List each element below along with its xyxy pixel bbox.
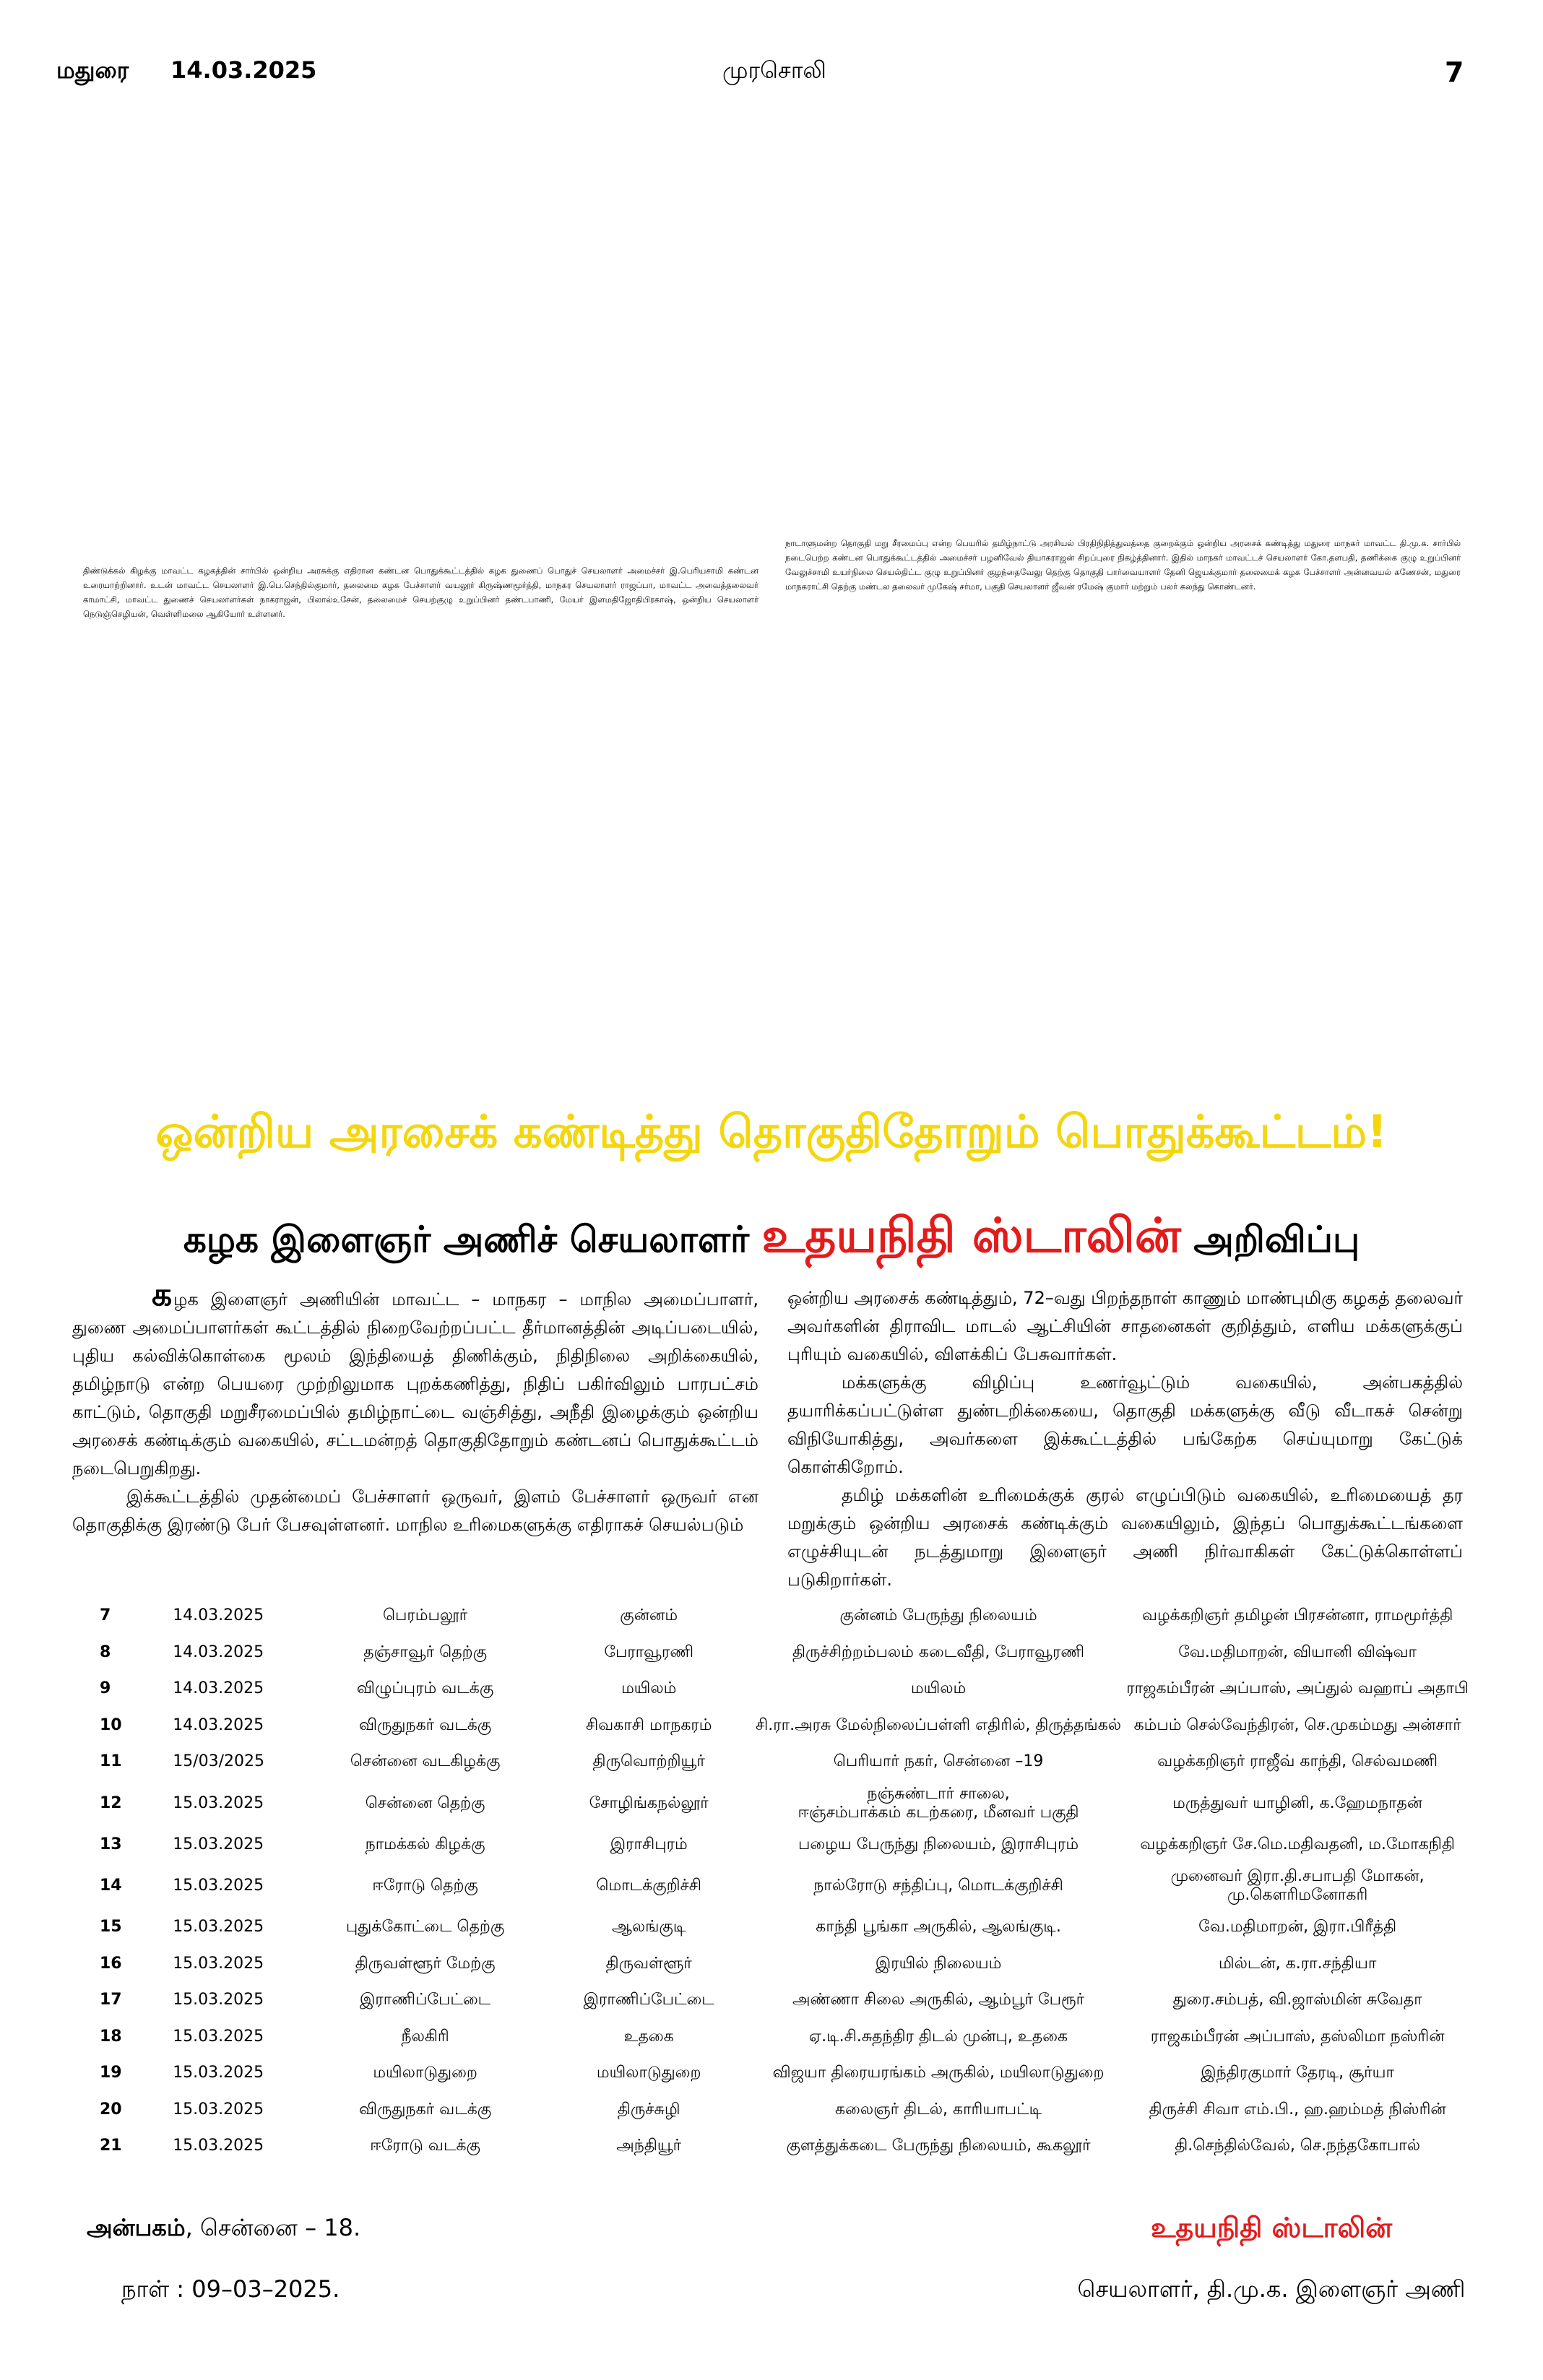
table-row	[72, 1909, 1474, 1946]
table-row	[72, 1635, 1474, 1671]
table-row	[72, 2128, 1474, 2165]
row-constituency: இராணிப்பேட்டை	[583, 1991, 714, 2009]
row-venue: சி.ரா.அரசு மேல்நிலைப்பள்ளி எதிரில், திருத்தங்கல்	[756, 1715, 1122, 1734]
row-number: 11	[100, 1752, 122, 1771]
row-district: பெரம்பலூர்	[382, 1606, 468, 1625]
row-venue: ஏ.டி.சி.சுதந்திர திடல் முன்பு, உதகை	[808, 2027, 1068, 2046]
row-speakers: வழக்கறிஞர் ராஜீவ் காந்தி, செல்வமணி	[1157, 1752, 1438, 1771]
row-district: மயிலாடுதுறை	[373, 2064, 477, 2082]
table-row	[72, 2055, 1474, 2092]
table-row	[72, 1708, 1474, 1744]
row-number: 15	[100, 1918, 122, 1937]
row-constituency: திருச்சுழி	[617, 2100, 680, 2119]
row-venue: பெரியார் நகர், சென்னை –19	[833, 1752, 1044, 1771]
row-constituency: சிவகாசி மாநகரம்	[585, 1715, 712, 1734]
table-row	[72, 2092, 1474, 2129]
row-date: 15/03/2025	[173, 1752, 264, 1771]
row-constituency: பேராவூரணி	[604, 1643, 694, 1661]
row-venue: இரயில் நிலையம்	[875, 1954, 1002, 1973]
row-district: விழுப்புரம் வடக்கு	[356, 1679, 494, 1698]
row-venue: குன்னம் பேருந்து நிலையம்	[839, 1606, 1037, 1625]
row-number: 19	[100, 2064, 122, 2082]
row-constituency: மயிலம்	[621, 1679, 677, 1698]
photo-caption-right: நாடாளுமன்ற தொகுதி மறு சீரமைப்பு என்ற பெயரில் தமிழ்நாட்டு அரசியல் பிரதிநிதித்துவத்தை குறைக்கும் ஒன்றிய அரசைக் கண்டித்து மதுரை மாநகர் மாவட்ட தி.மு.க. சார்பில் நடைபெற்ற கண்டன பொதுக்கூட்டத்தில் அமைச்சர் பழனிவேல் தியாகராஜன் சிறப்புரை நிகழ்த்தினார். இதில் மாநகர் மாவட்டச் செயலாளர் கோ.தளபதி, தணிக்கை குழு உறுப்பினர் வேலுச்சாமி உயர்நிலை செயல்திட்ட குழு உறுப்பினர் குழந்தைவேலு தெற்கு தொகுதி பார்வையாளர் தேனி ஜெயக்குமார் தலைமைக் கழக பேச்சாளர் அன்னவயல் கணேசன், மதுரை மாநகராட்சி தெற்கு மண்டல தலைவர் முகேஷ் சர்மா, பகுதி செயலாளர் ஜீவன் ரமேஷ் குமார் மற்றும் பலர் கலந்து கொண்டனர்.	[785, 538, 1461, 592]
row-constituency: உதகை	[623, 2027, 674, 2046]
subheadline-prefix: கழக இளைஞர் அணிச் செயலாளர்	[183, 1219, 750, 1260]
row-speakers: ராஜகம்பீரன் அப்பாஸ், தஸ்லிமா நஸ்ரின்	[1150, 2027, 1445, 2046]
subheadline-name: உதயநிதி ஸ்டாலின்	[761, 1208, 1181, 1263]
row-number: 8	[100, 1643, 111, 1661]
row-constituency: மொடக்குறிச்சி	[596, 1877, 702, 1895]
row-district: விருதுநகர் வடக்கு	[359, 1715, 492, 1734]
table-row	[72, 1827, 1474, 1864]
paragraph-2: இக்கூட்டத்தில் முதன்மைப் பேச்சாளர் ஒருவர், இளம் பேச்சாளர் ஒருவர் என தொகுதிக்கு இரண்டு பேர் பேசவுள்ளனர். மாநில உரிமைகளுக்கு எதிராகச் செயல்படும்	[72, 1487, 759, 1535]
row-speakers: வே.மதிமாறன், வியானி விஷ்வா	[1178, 1643, 1417, 1661]
row-district: விருதுநகர் வடக்கு	[359, 2100, 492, 2119]
table-row	[72, 1780, 1474, 1827]
row-date: 15.03.2025	[173, 2100, 264, 2119]
footer-place-name: அன்பகம்	[87, 2214, 186, 2241]
row-date: 15.03.2025	[173, 2064, 264, 2082]
paragraph-4: மக்களுக்கு விழிப்பு உணர்வூட்டும் வகையில், அன்பகத்தில் தயாரிக்கப்பட்டுள்ள துண்டறிக்கையை, தொகுதி மக்களுக்கு வீடு வீடாகச் சென்று விநியோகித்து, அவர்களை இக்கூட்டத்தில் பங்கேற்க செய்யுமாறு கேட்டுக் கொள்கிறோம்.	[787, 1372, 1463, 1477]
photo-caption-left: திண்டுக்கல் கிழக்கு மாவட்ட கழகத்தின் சார்பில் ஒன்றிய அரசுக்கு எதிரான கண்டன பொதுக்கூட்டத்தில் கழக துணைப் பொதுச் செயலாளர் அமைச்சர் இ.பெரியசாமி கண்டன உரையாற்றினார். உடன் மாவட்ட செயலாளர் இ.பெ.செந்தில்குமார், தலைமை கழக பேச்சாளர் வயலூர் கிருஷ்ணமூர்த்தி, மாநகர செயலாளர் ராஜப்பா, மாவட்ட அவைத்தலைவர் காமாட்சி, மாவட்ட துணைச் செயலாளர்கள் நாகராஜன், பிலால்உசேன், தலைமைச் செயற்குழு உறுப்பினர் தண்டபாணி, மேயர் இளமதிஜோதிபிரகாஷ், ஒன்றிய செயலாளர் நெடுஞ்செழியன், வெள்ளிமலை ஆகியோர் உள்ளனர்.	[83, 566, 758, 619]
row-speakers: தி.செந்தில்வேல், செ.நந்தகோபால்	[1175, 2137, 1421, 2155]
row-number: 9	[100, 1679, 111, 1698]
footer-place	[87, 2214, 360, 2244]
row-speakers: வழக்கறிஞர் சே.மெ.மதிவதனி, ம.மோகநிதி	[1140, 1835, 1456, 1853]
row-number: 10	[100, 1715, 122, 1734]
row-venue: குளத்துக்கடை பேருந்து நிலையம், கூகலூர்	[786, 2137, 1091, 2155]
row-number: 14	[100, 1877, 122, 1895]
article-column-left	[72, 1276, 759, 1539]
row-date: 14.03.2025	[173, 1715, 264, 1734]
row-date: 14.03.2025	[173, 1679, 264, 1698]
schedule-table	[72, 1598, 1474, 2165]
row-district: சென்னை வடகிழக்கு	[350, 1752, 501, 1771]
row-date: 15.03.2025	[173, 1835, 264, 1853]
table-row	[72, 1598, 1474, 1635]
row-venue: பழைய பேருந்து நிலையம், இராசிபுரம்	[798, 1835, 1079, 1853]
row-constituency: மயிலாடுதுறை	[596, 2064, 701, 2082]
row-date: 15.03.2025	[173, 2137, 264, 2155]
row-date: 15.03.2025	[173, 1991, 264, 2009]
row-date: 15.03.2025	[173, 1918, 264, 1937]
row-speakers: முனைவர் இரா.தி.சபாபதி மோகன், மு.கௌரிமனோகரி	[1170, 1867, 1425, 1904]
row-date: 15.03.2025	[173, 2027, 264, 2046]
table-row	[72, 1744, 1474, 1780]
row-venue: கலைஞர் திடல், காரியாபட்டி	[834, 2100, 1042, 2119]
subheadline	[0, 1208, 1543, 1270]
row-date: 14.03.2025	[173, 1606, 264, 1625]
row-date: 14.03.2025	[173, 1643, 264, 1661]
paragraph-1: ழக இளைஞர் அணியின் மாவட்ட – மாநகர – மாநில அமைப்பாளர், துணை அமைப்பாளர்கள் கூட்டத்தில் நிறைவேற்றப்பட்ட தீர்மானத்தின் அடிப்படையில், புதிய கல்விக்கொள்கை மூலம் இந்தியைத் திணிக்கும், நிதிநிலை அறிக்கையில், தமிழ்நாடு என்ற பெயரை முற்றிலுமாக புறக்கணித்து, நிதிப் பகிர்விலும் பாரபட்சம் காட்டும், தொகுதி மறுசீரமைப்பில் தமிழ்நாட்டை வஞ்சித்து, அநீதி இழைக்கும் ஒன்றிய அரசைக் கண்டிக்கும் வகையில், சட்டமன்றத் தொகுதிதோறும் கண்டனப் பொதுக்கூட்டம் நடைபெறுகிறது.	[72, 1289, 758, 1479]
paragraph-5: தமிழ் மக்களின் உரிமைக்குக் குரல் எழுப்பிடும் வகையில், உரிமையைத் தர மறுக்கும் ஒன்றிய அரசைக் கண்டிக்கும் வகையிலும், இந்தப் பொதுக்கூட்டங்களை எழுச்சியுடன் நடத்துமாறு இளைஞர் அணி நிர்வாகிகள் கேட்டுக்கொள்ளப் படுகிறார்கள்.	[787, 1485, 1463, 1590]
row-speakers: கம்பம் செல்வேந்திரன், செ.முகம்மது அன்சார்	[1133, 1715, 1461, 1734]
row-district: நாமக்கல் கிழக்கு	[365, 1835, 485, 1853]
row-district: திருவள்ளூர் மேற்கு	[355, 1954, 496, 1973]
row-venue: திருச்சிற்றம்பலம் கடைவீதி, பேராவூரணி	[792, 1643, 1085, 1661]
row-district: நீலகிரி	[401, 2027, 449, 2046]
row-speakers: மருத்துவர் யாழினி, க.ஹேமநாதன்	[1172, 1793, 1423, 1812]
row-speakers: துரை.சம்பத், வி.ஜாஸ்மின் சுவேதா	[1172, 1991, 1422, 2009]
row-constituency: இராசிபுரம்	[610, 1835, 688, 1853]
subheadline-suffix: அறிவிப்பு	[1193, 1219, 1360, 1260]
row-district: தஞ்சாவூர் தெற்கு	[363, 1643, 488, 1661]
table-row	[72, 2019, 1474, 2056]
drop-cap: க	[152, 1276, 173, 1313]
row-constituency: அந்தியூர்	[616, 2137, 682, 2155]
row-number: 12	[100, 1793, 122, 1812]
row-number: 17	[100, 1991, 122, 2009]
table-row	[72, 1982, 1474, 2019]
row-district: சென்னை தெற்கு	[365, 1793, 485, 1812]
row-speakers: ராஜகம்பீரன் அப்பாஸ், அப்துல் வஹாப் அதாபி	[1126, 1679, 1469, 1698]
row-date: 15.03.2025	[173, 1877, 264, 1895]
row-constituency: திருவொற்றியூர்	[592, 1752, 705, 1771]
row-number: 7	[100, 1606, 111, 1625]
row-speakers: வழக்கறிஞர் தமிழன் பிரசன்னா, ராமமூர்த்தி	[1141, 1606, 1453, 1625]
row-constituency: ஆலங்குடி	[612, 1918, 686, 1937]
row-number: 13	[100, 1835, 122, 1853]
row-number: 21	[100, 2137, 122, 2155]
row-date: 15.03.2025	[173, 1954, 264, 1973]
row-constituency: குன்னம்	[620, 1606, 678, 1625]
row-district: ஈரோடு தெற்கு	[372, 1877, 478, 1895]
issue-date: 14.03.2025	[170, 56, 317, 84]
row-speakers: திருச்சி சிவா எம்.பி., ஹ.ஹம்மத் நிஸ்ரின்	[1149, 2100, 1446, 2119]
row-constituency: திருவள்ளூர்	[605, 1954, 692, 1973]
edition-city: மதுரை	[56, 56, 129, 84]
row-number: 18	[100, 2027, 122, 2046]
row-venue: விஜயா திரையரங்கம் அருகில், மயிலாடுதுறை	[772, 2064, 1105, 2082]
row-number: 20	[100, 2100, 122, 2119]
row-speakers: இந்திரகுமார் தேரடி, சூர்யா	[1201, 2064, 1395, 2082]
signatory-designation: செயலாளர், தி.மு.க. இளைஞர் அணி	[1077, 2275, 1466, 2303]
article-column-right	[787, 1284, 1463, 1594]
row-venue: நால்ரோடு சந்திப்பு, மொடக்குறிச்சி	[813, 1877, 1063, 1895]
footer-place-rest: , சென்னை – 18.	[185, 2214, 361, 2241]
row-district: இராணிப்பேட்டை	[360, 1991, 491, 2009]
row-venue: அண்ணா சிலை அருகில், ஆம்பூர் பேரூர்	[792, 1991, 1085, 2009]
paragraph-3: ஒன்றிய அரசைக் கண்டித்தும், 72–வது பிறந்தநாள் காணும் மாண்புமிகு கழகத் தலைவர் அவர்களின் திராவிட மாடல் ஆட்சியின் சாதனைகள் குறித்தும், எளிய மக்களுக்குப் புரியும் வகையில், விளக்கிப் பேசுவார்கள்.	[787, 1288, 1463, 1364]
row-venue: நஞ்சுண்டார் சாலை, ஈஞ்சம்பாக்கம் கடற்கரை, மீனவர் பகுதி	[798, 1784, 1079, 1822]
table-row	[72, 1671, 1474, 1708]
row-district: ஈரோடு வடக்கு	[370, 2137, 480, 2155]
row-speakers: வே.மதிமாறன், இரா.பிரீத்தி	[1198, 1918, 1397, 1937]
newspaper-name: முரசொலி	[722, 56, 826, 84]
row-number: 16	[100, 1954, 122, 1973]
headline: ஒன்றிய அரசைக் கண்டித்து தொகுதிதோறும் பொதுக்கூட்டம்!	[155, 1105, 1388, 1158]
row-constituency: சோழிங்கநல்லூர்	[589, 1793, 709, 1812]
row-speakers: மில்டன், க.ரா.சந்தியா	[1218, 1954, 1377, 1973]
row-venue: மயிலம்	[910, 1679, 967, 1698]
signatory-name: உதயநிதி ஸ்டாலின்	[1150, 2212, 1393, 2243]
table-row	[72, 1863, 1474, 1909]
row-date: 15.03.2025	[173, 1793, 264, 1812]
footer-date: நாள் : 09–03–2025.	[121, 2275, 340, 2303]
table-row	[72, 1946, 1474, 1983]
row-district: புதுக்கோட்டை தெற்கு	[345, 1918, 505, 1937]
row-venue: காந்தி பூங்கா அருகில், ஆலங்குடி.	[816, 1918, 1061, 1937]
page-number: 7	[1445, 56, 1464, 88]
